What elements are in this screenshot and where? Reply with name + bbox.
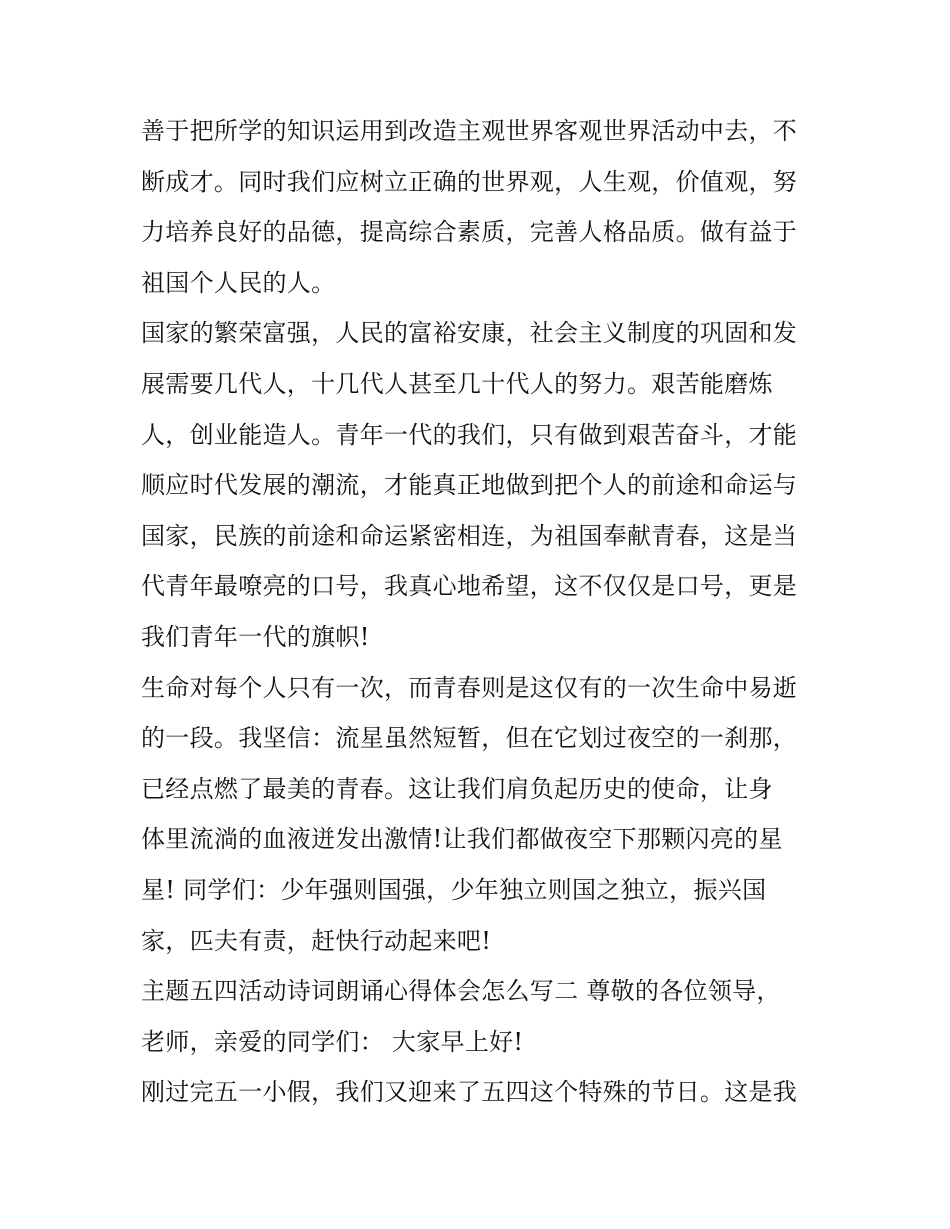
- text-line: 已经点燃了最美的青春。这让我们肩负起历史的使命，让身: [141, 774, 773, 803]
- text-line: 体里流淌的血液迸发出激情!让我们都做夜空下那颗闪亮的星: [141, 825, 783, 854]
- text-line: 展需要几代人，十几代人甚至几十代人的努力。艰苦能磨炼: [141, 369, 773, 398]
- text-line: 人，创业能造人。青年一代的我们，只有做到艰苦奋斗，才能: [141, 420, 798, 449]
- text-line: 国家的繁荣富强，人民的富裕安康，社会主义制度的巩固和发: [141, 319, 798, 348]
- text-line: 刚过完五一小假，我们又迎来了五四这个特殊的节日。这是我: [141, 1078, 798, 1107]
- text-line: 老师，亲爱的同学们： 大家早上好!: [141, 1027, 524, 1056]
- text-line: 祖国个人民的人。: [141, 268, 336, 297]
- text-line: 力培养良好的品德，提高综合素质，完善人格品质。做有益于: [141, 218, 798, 247]
- text-line: 代青年最嘹亮的口号，我真心地希望，这不仅仅是口号，更是: [141, 572, 798, 601]
- text-line: 家，匹夫有责，赶快行动起来吧!: [141, 926, 492, 955]
- text-line: 的一段。我坚信：流星虽然短暂，但在它划过夜空的一刹那，: [141, 724, 798, 753]
- text-line: 断成才。同时我们应树立正确的世界观，人生观，价值观，努: [141, 167, 798, 196]
- text-line: 善于把所学的知识运用到改造主观世界客观世界活动中去，不: [141, 117, 798, 145]
- text-line: 顺应时代发展的潮流，才能真正地做到把个人的前途和命运与: [141, 471, 798, 500]
- text-line: 主题五四活动诗词朗诵心得体会怎么写二 尊敬的各位领导，: [141, 977, 781, 1006]
- text-line: 我们青年一代的旗帜!: [141, 622, 370, 651]
- text-line: 国家，民族的前途和命运紧密相连，为祖国奉献青春，这是当: [141, 521, 798, 550]
- document-text: [141, 106, 821, 1118]
- text-line: 星! 同学们：少年强则国强，少年独立则国之独立，振兴国: [141, 875, 767, 904]
- text-line: 生命对每个人只有一次，而青春则是这仅有的一次生命中易逝: [141, 673, 798, 702]
